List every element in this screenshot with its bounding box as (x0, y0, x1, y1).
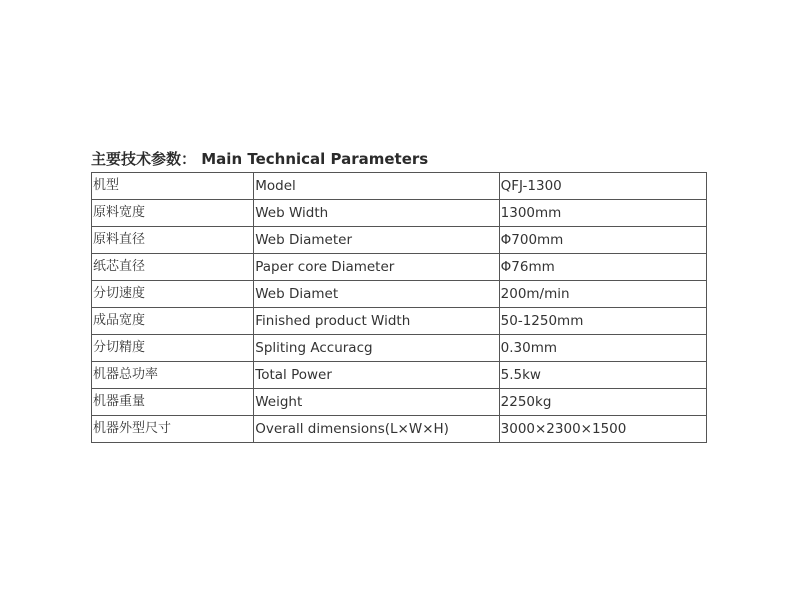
table-row (92, 389, 707, 416)
param-name-en: Model (254, 173, 499, 200)
table-row (92, 254, 707, 281)
param-value: 1300mm (499, 200, 706, 227)
param-value: Φ76mm (499, 254, 706, 281)
param-name-en: Overall dimensions(L×W×H) (254, 416, 499, 443)
table-row (92, 335, 707, 362)
param-name-en: Web Diameter (254, 227, 499, 254)
param-value: Φ700mm (499, 227, 706, 254)
param-value: 2250kg (499, 389, 706, 416)
param-name-cn: 分切速度 (92, 281, 254, 308)
table-row (92, 416, 707, 443)
section-heading (91, 149, 428, 169)
table-row (92, 281, 707, 308)
param-name-cn: 机型 (92, 173, 254, 200)
table-row (92, 308, 707, 335)
param-name-cn: 机器外型尺寸 (92, 416, 254, 443)
param-value: 200m/min (499, 281, 706, 308)
table-row (92, 227, 707, 254)
heading-english: Main Technical Parameters (201, 150, 429, 168)
param-name-cn: 成品宽度 (92, 308, 254, 335)
parameters-table (91, 172, 707, 443)
param-name-cn: 纸芯直径 (92, 254, 254, 281)
table-row (92, 200, 707, 227)
param-name-en: Total Power (254, 362, 499, 389)
param-name-en: Finished product Width (254, 308, 499, 335)
table-row (92, 173, 707, 200)
param-name-cn: 原料直径 (92, 227, 254, 254)
param-name-cn: 分切精度 (92, 335, 254, 362)
param-value: 50-1250mm (499, 308, 706, 335)
param-name-en: Spliting Accuracg (254, 335, 499, 362)
param-name-en: Web Width (254, 200, 499, 227)
param-name-cn: 机器重量 (92, 389, 254, 416)
heading-chinese: 主要技术参数： (91, 150, 197, 168)
table-row (92, 362, 707, 389)
param-value: QFJ-1300 (499, 173, 706, 200)
param-value: 0.30mm (499, 335, 706, 362)
param-name-en: Weight (254, 389, 499, 416)
param-value: 5.5kw (499, 362, 706, 389)
param-name-en: Web Diamet (254, 281, 499, 308)
param-name-cn: 机器总功率 (92, 362, 254, 389)
param-value: 3000×2300×1500 (499, 416, 706, 443)
param-name-en: Paper core Diameter (254, 254, 499, 281)
param-name-cn: 原料宽度 (92, 200, 254, 227)
